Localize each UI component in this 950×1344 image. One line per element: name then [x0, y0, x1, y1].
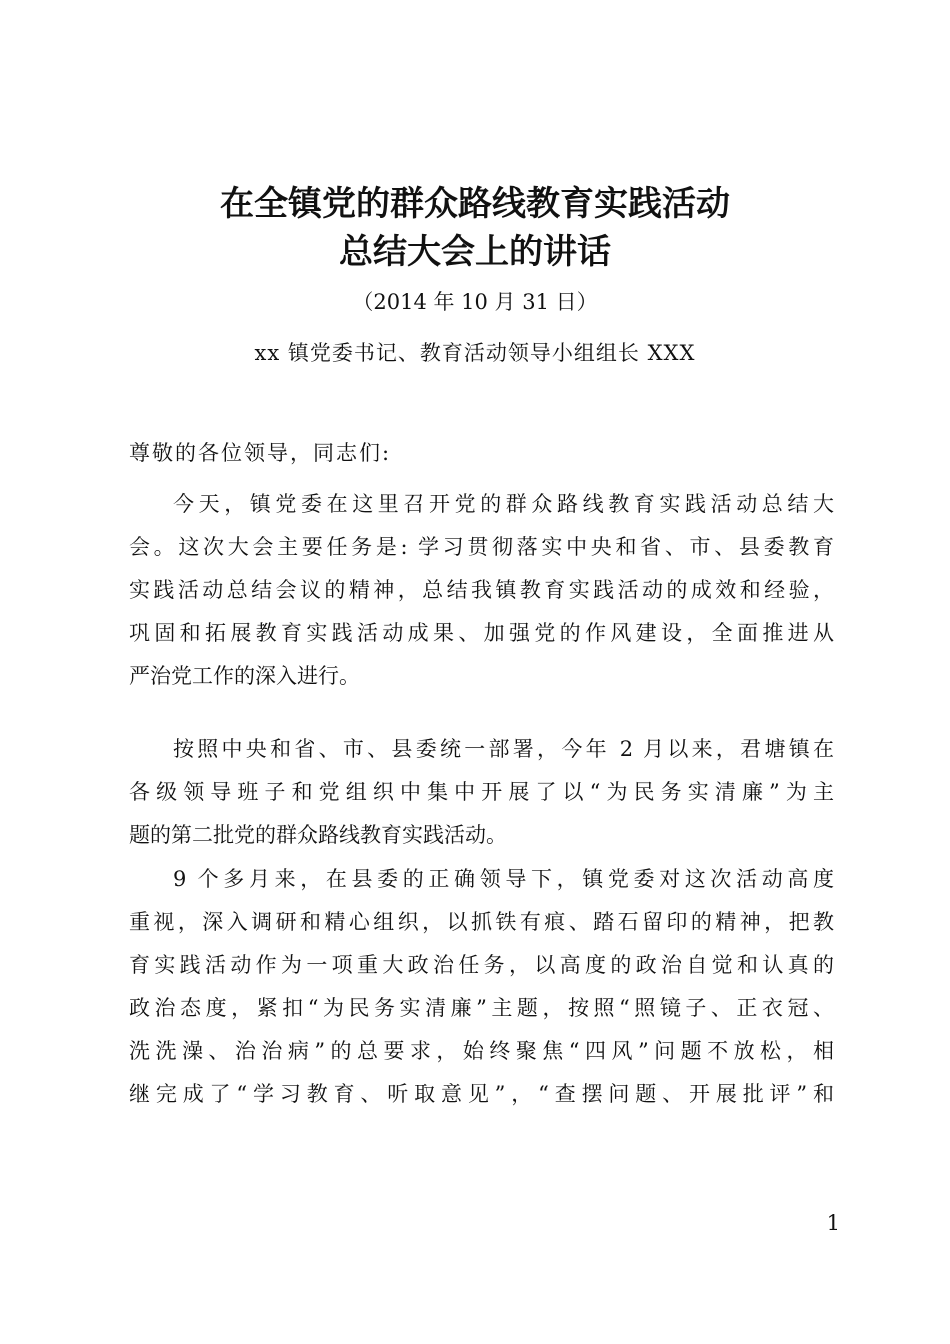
page-number: 1	[826, 1211, 840, 1235]
text-line: 严治党工作的深入进行。	[129, 664, 360, 688]
text-line: 9 个多月来，在县委的正确领导下，镇党委对这次活动高度	[173, 867, 834, 891]
text-line: 题的第二批党的群众路线教育实践活动。	[129, 823, 507, 847]
paragraph-3	[129, 858, 834, 1116]
paragraph-1	[129, 483, 834, 698]
text-line: 各级领导班子和党组织中集中开展了以“为民务实清廉”为主	[129, 780, 834, 804]
text-line: 今天，镇党委在这里召开党的群众路线教育实践活动总结大	[173, 492, 834, 516]
document-title-line-1: 在全镇党的群众路线教育实践活动	[220, 184, 730, 224]
text-line: 育实践活动作为一项重大政治任务，以高度的政治自觉和认真的	[129, 953, 834, 977]
speech-date: （2014 年 10 月 31 日）	[352, 290, 598, 314]
text-line: 巩固和拓展教育实践活动成果、加强党的作风建设，全面推进从	[129, 621, 834, 645]
text-line: 洗洗澡、治治病”的总要求，始终聚焦“四风”问题不放松，相	[129, 1039, 834, 1063]
text-line: 政治态度，紧扣“为民务实清廉”主题，按照“照镜子、正衣冠、	[129, 996, 834, 1020]
text-line: 按照中央和省、市、县委统一部署，今年 2 月以来，君塘镇在	[173, 737, 834, 761]
text-line: 重视，深入调研和精心组织，以抓铁有痕、踏石留印的精神，把教	[129, 910, 834, 934]
text-line: 继完成了“学习教育、听取意见”，“查摆问题、开展批评”和	[129, 1082, 834, 1106]
salutation: 尊敬的各位领导，同志们:	[129, 441, 392, 465]
document-title-line-2: 总结大会上的讲话	[339, 232, 611, 272]
paragraph-2	[129, 728, 834, 857]
text-line: 会。这次大会主要任务是: 学习贯彻落实中央和省、市、县委教育	[129, 535, 834, 559]
speaker-line: xx 镇党委书记、教育活动领导小组组长 XXX	[254, 341, 696, 365]
text-line: 实践活动总结会议的精神，总结我镇教育实践活动的成效和经验，	[129, 578, 834, 602]
